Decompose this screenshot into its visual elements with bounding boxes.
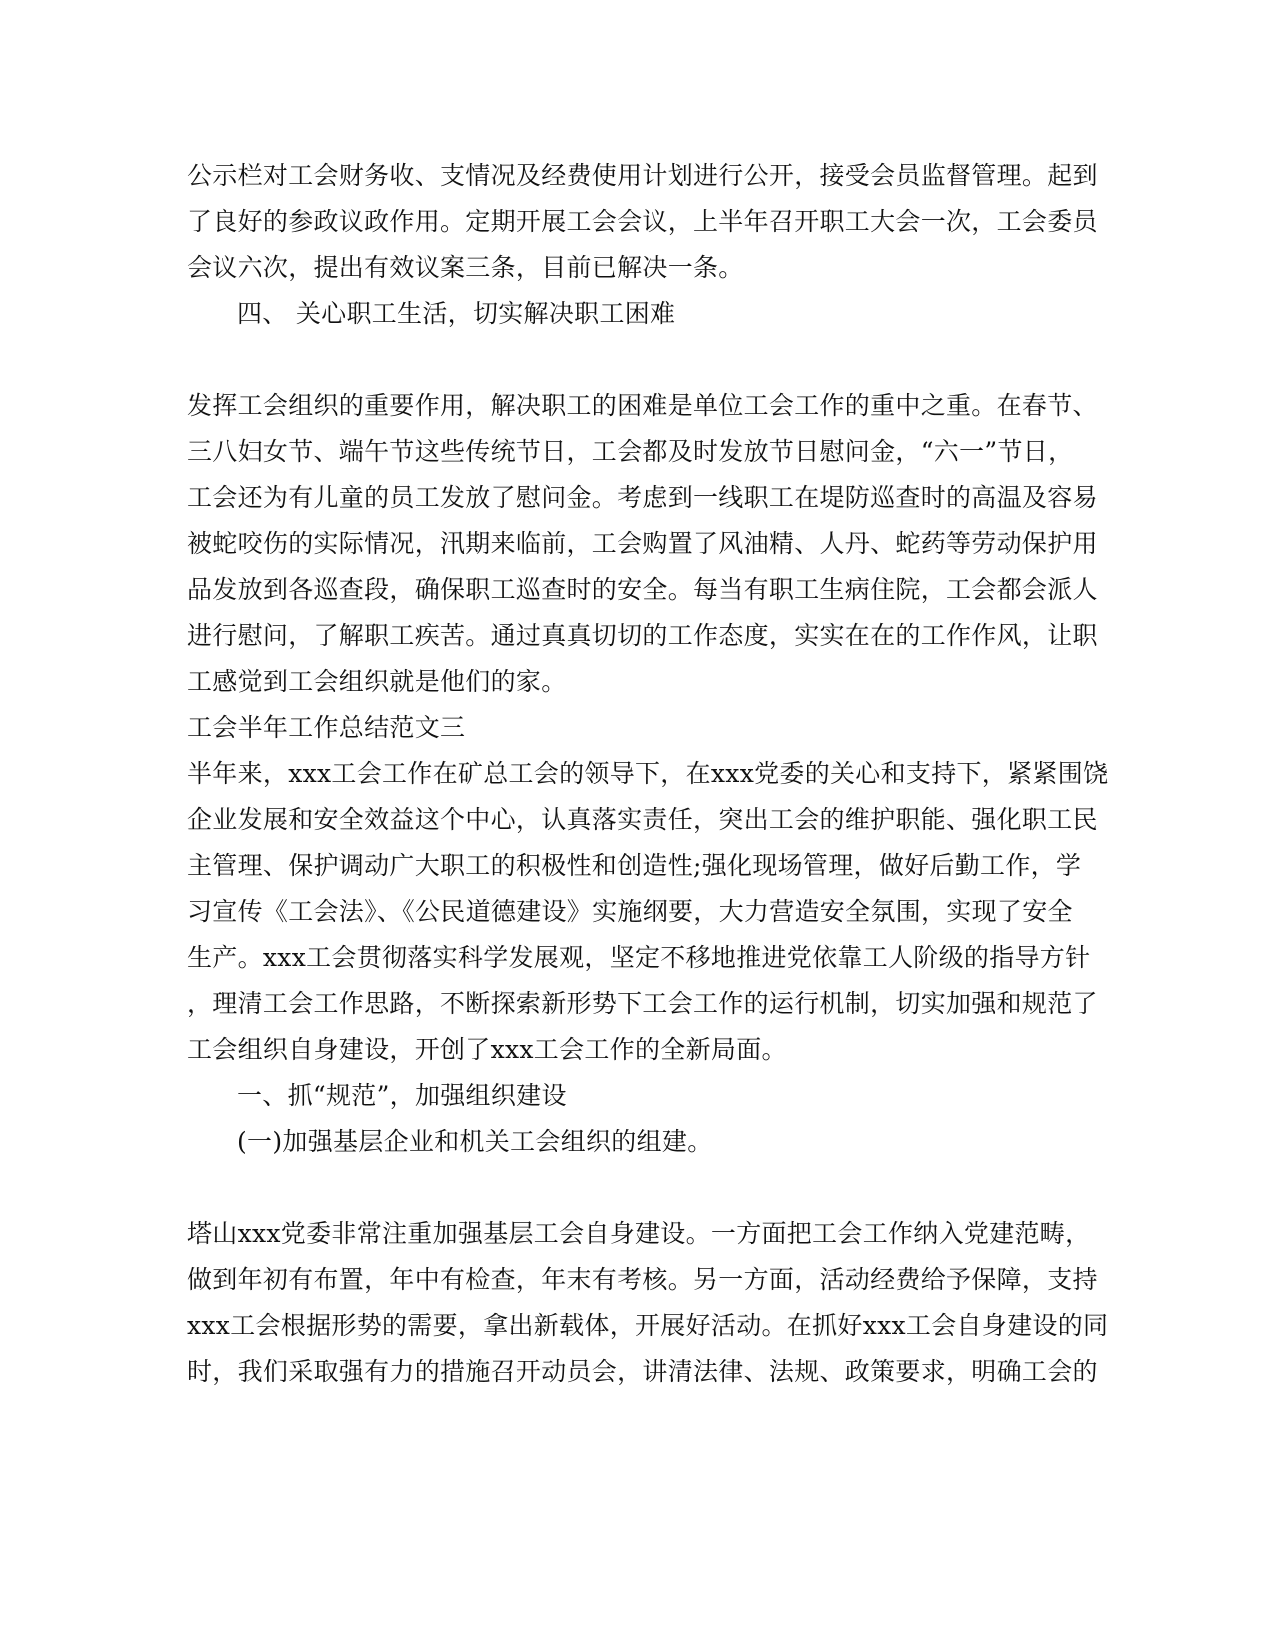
paragraph-line: 习宣传《工会法》、《公民道德建设》实施纲要，大力营造安全氛围，实现了安全: [187, 897, 1073, 926]
section-heading: 一、抓“规范”，加强组织建设: [237, 1081, 567, 1110]
paragraph-line: 时，我们采取强有力的措施召开动员会，讲清法律、法规、政策要求，明确工会的: [187, 1357, 1098, 1386]
paragraph-line: 工感觉到工会组织就是他们的家。: [187, 667, 567, 696]
paragraph-line: 公示栏对工会财务收、支情况及经费使用计划进行公开，接受会员监督管理。起到: [187, 161, 1098, 190]
paragraph-line: ，理清工会工作思路，不断探索新形势下工会工作的运行机制，切实加强和规范了: [187, 989, 1098, 1018]
paragraph-line: 主管理、保护调动广大职工的积极性和创造性;强化现场管理，做好后勤工作，学: [187, 851, 1082, 880]
paragraph-line: 品发放到各巡查段，确保职工巡查时的安全。每当有职工生病住院，工会都会派人: [187, 575, 1098, 604]
paragraph-line: 半年来，xxx工会工作在矿总工会的领导下，在xxx党委的关心和支持下，紧紧围饶: [187, 759, 1109, 788]
paragraph-line: 会议六次，提出有效议案三条，目前已解决一条。: [187, 253, 744, 282]
document-subtitle: 工会半年工作总结范文三: [187, 713, 466, 742]
subsection-heading: (一)加强基层企业和机关工会组织的组建。: [237, 1127, 713, 1156]
paragraph-line: 做到年初有布置，年中有检查，年末有考核。另一方面，活动经费给予保障，支持: [187, 1265, 1098, 1294]
paragraph-line: 被蛇咬伤的实际情况，汛期来临前，工会购置了风油精、人丹、蛇药等劳动保护用: [187, 529, 1098, 558]
section-heading: 四、 关心职工生活，切实解决职工困难: [237, 299, 676, 328]
paragraph-line: 生产。xxx工会贯彻落实科学发展观，坚定不移地推进党依靠工人阶级的指导方针: [187, 943, 1091, 972]
paragraph-line: 工会组织自身建设，开创了xxx工会工作的全新局面。: [187, 1035, 787, 1064]
paragraph-line: 塔山xxx党委非常注重加强基层工会自身建设。一方面把工会工作纳入党建范畴，: [187, 1219, 1091, 1248]
paragraph-line: 工会还为有儿童的员工发放了慰问金。考虑到一线职工在堤防巡查时的高温及容易: [187, 483, 1098, 512]
paragraph-line: 进行慰问，了解职工疾苦。通过真真切切的工作态度，实实在在的工作作风，让职: [187, 621, 1098, 650]
paragraph-line: 发挥工会组织的重要作用，解决职工的困难是单位工会工作的重中之重。在春节、: [187, 391, 1098, 420]
paragraph-line: 企业发展和安全效益这个中心，认真落实责任，突出工会的维护职能、强化职工民: [187, 805, 1098, 834]
paragraph-line: xxx工会根据形势的需要，拿出新载体，开展好活动。在抓好xxx工会自身建设的同: [187, 1311, 1109, 1340]
paragraph-line: 了良好的参政议政作用。定期开展工会会议，上半年召开职工大会一次，工会委员: [187, 207, 1098, 236]
paragraph-line: 三八妇女节、端午节这些传统节日，工会都及时发放节日慰问金，“六一”节日，: [187, 437, 1074, 466]
